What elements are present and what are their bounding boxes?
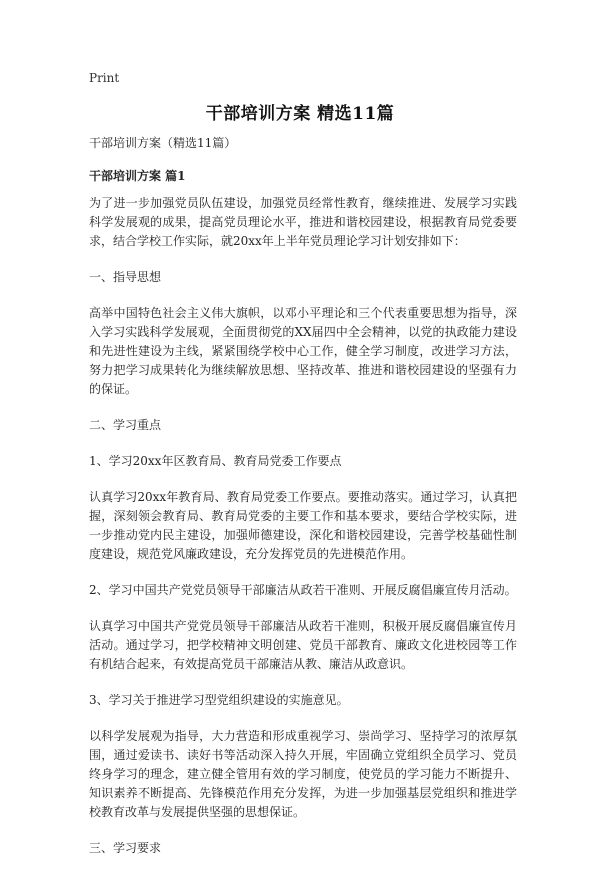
document-body (89, 134, 517, 875)
paragraph-focus-3: 以科学发展观为指导，大力营造和形成重视学习、崇尚学习、坚持学习的浓厚氛围，通过爱读书、读好书等活动深入持久开展，牢固确立党组织全员学习、党员终身学习的理念，建立健全管用有效的学习制度，使党员的学习能力不断提升、知识素养不断提高、先锋模范作用充分发挥，为进一步加强基层党组织和推进学校教育改革与发展提供坚强的思想保证。 (89, 729, 517, 819)
heading-guiding-thought: 一、指导思想 (89, 270, 162, 284)
paragraph-guiding-thought: 高举中国特色社会主义伟大旗帜，以邓小平理论和三个代表重要思想为指导，深入学习实践科学发展观，全面贯彻党的XX届四中全会精神，以党的执政能力建设和先进性建设为主线，紧紧围绕学校中心工作，健全学习制度，改进学习方法，努力把学习成果转化为继续解放思想、坚持改革、推进和谐校园建设的坚强有力的保证。 (89, 306, 517, 396)
print-label: Print (89, 71, 120, 85)
paragraph-focus-1: 认真学习20xx年教育局、教育局党委工作要点。要推动落实。通过学习，认真把握，深刻领会教育局、教育局党委的主要工作和基本要求，要结合学校实际，进一步推动党内民主建设，加强师德建设，深化和谐校园建设，完善学校基础性制度建设，规范党风廉政建设，充分发挥党员的先进模范作用。 (89, 490, 517, 561)
heading-study-requirements: 三、学习要求 (89, 841, 162, 855)
document-subtitle: 干部培训方案（精选11篇） (89, 136, 237, 150)
paragraph-focus-2: 认真学习中国共产党党员领导干部廉洁从政若干准则，积极开展反腐倡廉宣传月活动。通过学习，把学校精神文明创建、党员干部教育、廉政文化进校园等工作有机结合起来，有效提高党员干部廉洁从教、廉洁从政意识。 (89, 619, 517, 671)
section-title: 干部培训方案 篇1 (89, 169, 186, 183)
heading-study-focus: 二、学习重点 (89, 418, 162, 432)
subheading-focus-3: 3、学习关于推进学习型党组织建设的实施意见。 (89, 693, 349, 707)
subheading-focus-2: 2、学习中国共产党党员领导干部廉洁从政若干准则、开展反腐倡廉宣传月活动。 (89, 583, 517, 597)
subheading-focus-1: 1、学习20xx年区教育局、教育局党委工作要点 (89, 454, 342, 468)
intro-paragraph: 为了进一步加强党员队伍建设，加强党员经常性教育，继续推进、发展学习实践科学发展观的成果，提高党员理论水平，推进和谐校园建设，根据教育局党委要求，结合学校工作实际，就20xx年上半年党员理论学习计划安排如下： (89, 196, 517, 248)
page-title: 干部培训方案 精选11篇 (205, 104, 395, 124)
